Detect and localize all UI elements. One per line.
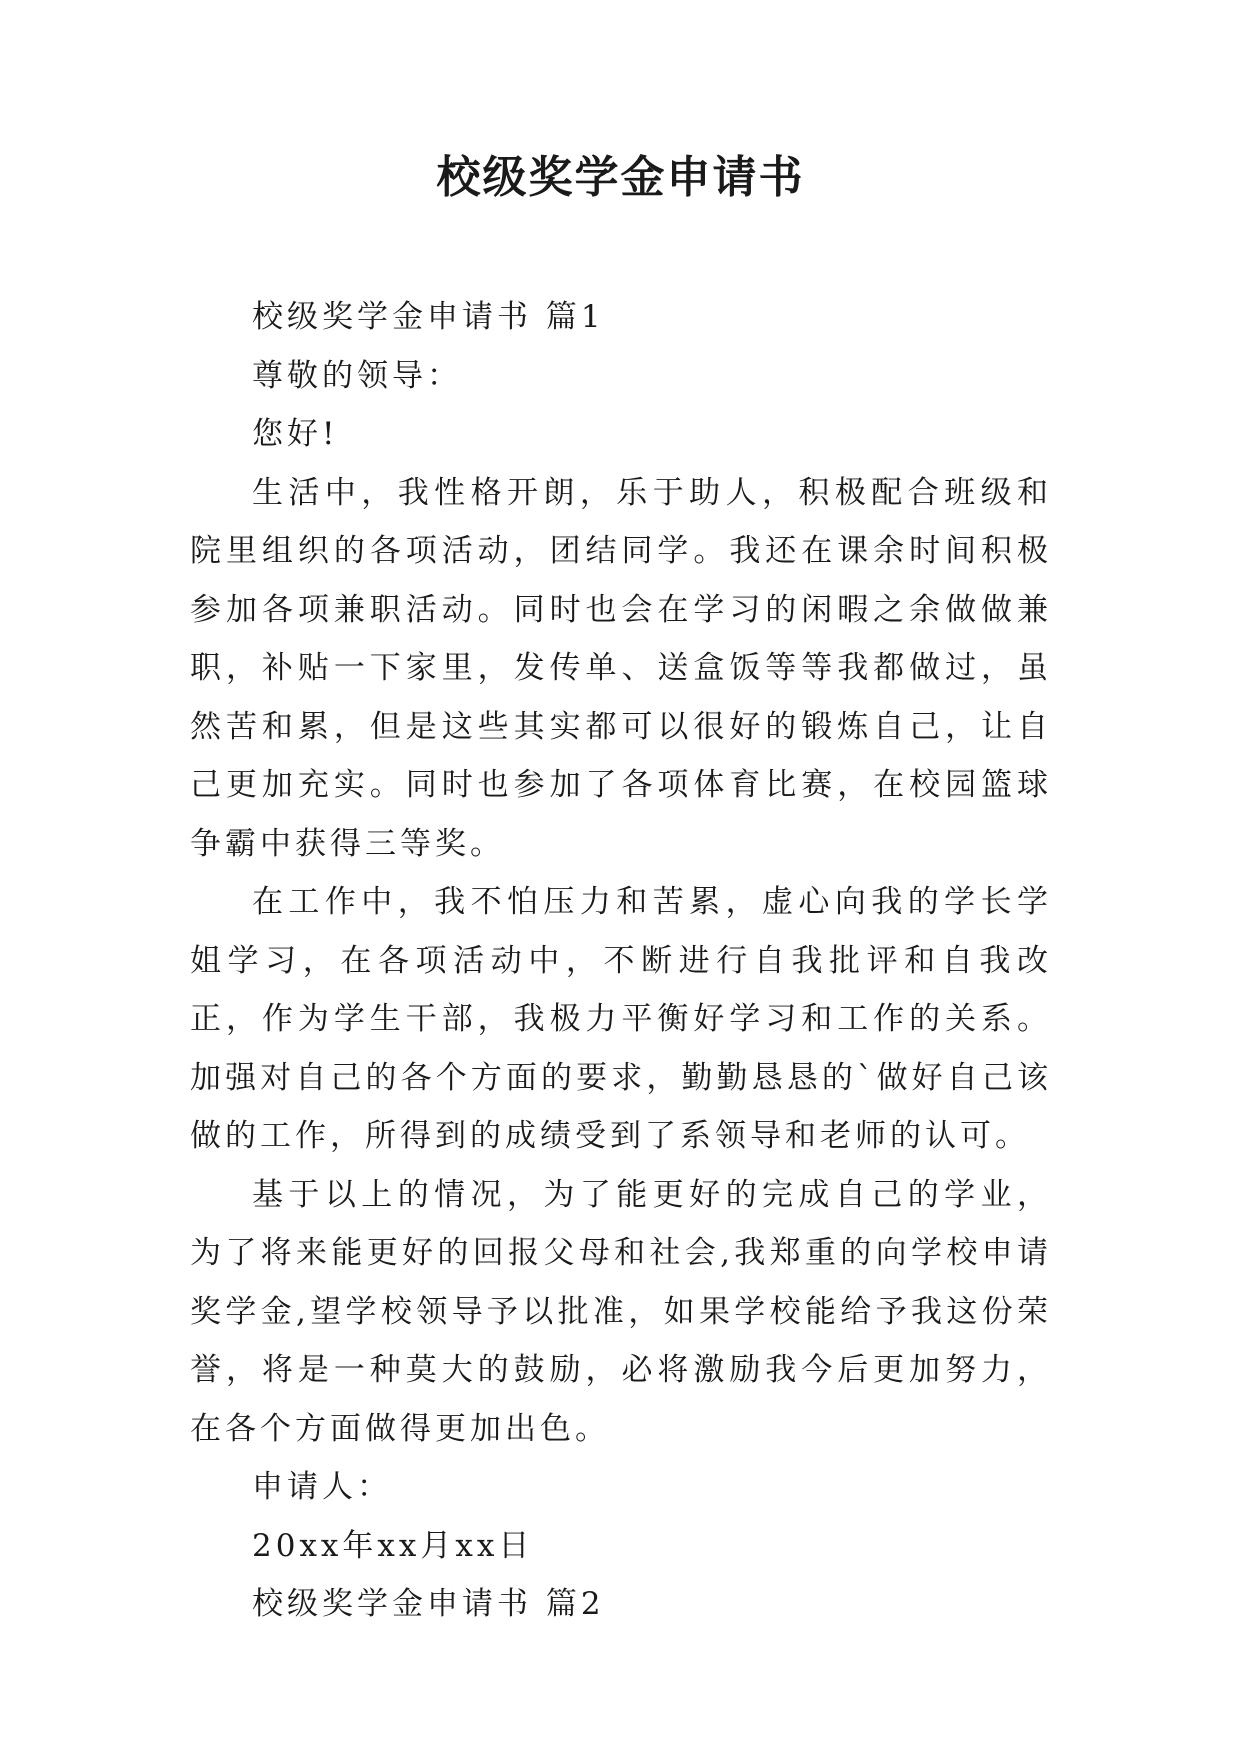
section-heading-1: 校级奖学金申请书 篇1	[252, 299, 605, 335]
body-paragraph-request: 基于以上的情况，为了能更好的完成自己的学业，为了将来能更好的回报父母和社会,我郑重的向学校申请奖学金,望学校领导予以批准，如果学校能给予我这份荣誉，将是一种莫大的鼓励，必将激励我今后更加努力，在各个方面做得更加出色。	[190, 1176, 1052, 1447]
applicant-line: 申请人：	[252, 1469, 392, 1505]
body-paragraph-work: 在工作中，我不怕压力和苦累，虚心向我的学长学姐学习，在各项活动中，不断进行自我批评和自我改正，作为学生干部，我极力平衡好学习和工作的关系。加强对自己的各个方面的要求，勤勤恳恳的`做好自己该做的工作，所得到的成绩受到了系领导和老师的认可。	[190, 884, 1052, 1154]
section-heading-2: 校级奖学金申请书 篇2	[252, 1586, 605, 1622]
document-body	[190, 288, 1052, 1634]
body-paragraph-life: 生活中，我性格开朗，乐于助人，积极配合班级和院里组织的各项活动，团结同学。我还在课余时间积极参加各项兼职活动。同时也会在学习的闲暇之余做做兼职，补贴一下家里，发传单、送盒饭等等我都做过，虽然苦和累，但是这些其实都可以很好的锻炼自己，让自己更加充实。同时也参加了各项体育比赛，在校园篮球争霸中获得三等奖。	[190, 474, 1052, 862]
date-line: 20xx年xx月xx日	[252, 1527, 534, 1564]
document-title: 校级奖学金申请书	[436, 152, 805, 203]
salutation: 尊敬的领导：	[252, 357, 462, 394]
greeting: 您好!	[252, 416, 339, 452]
